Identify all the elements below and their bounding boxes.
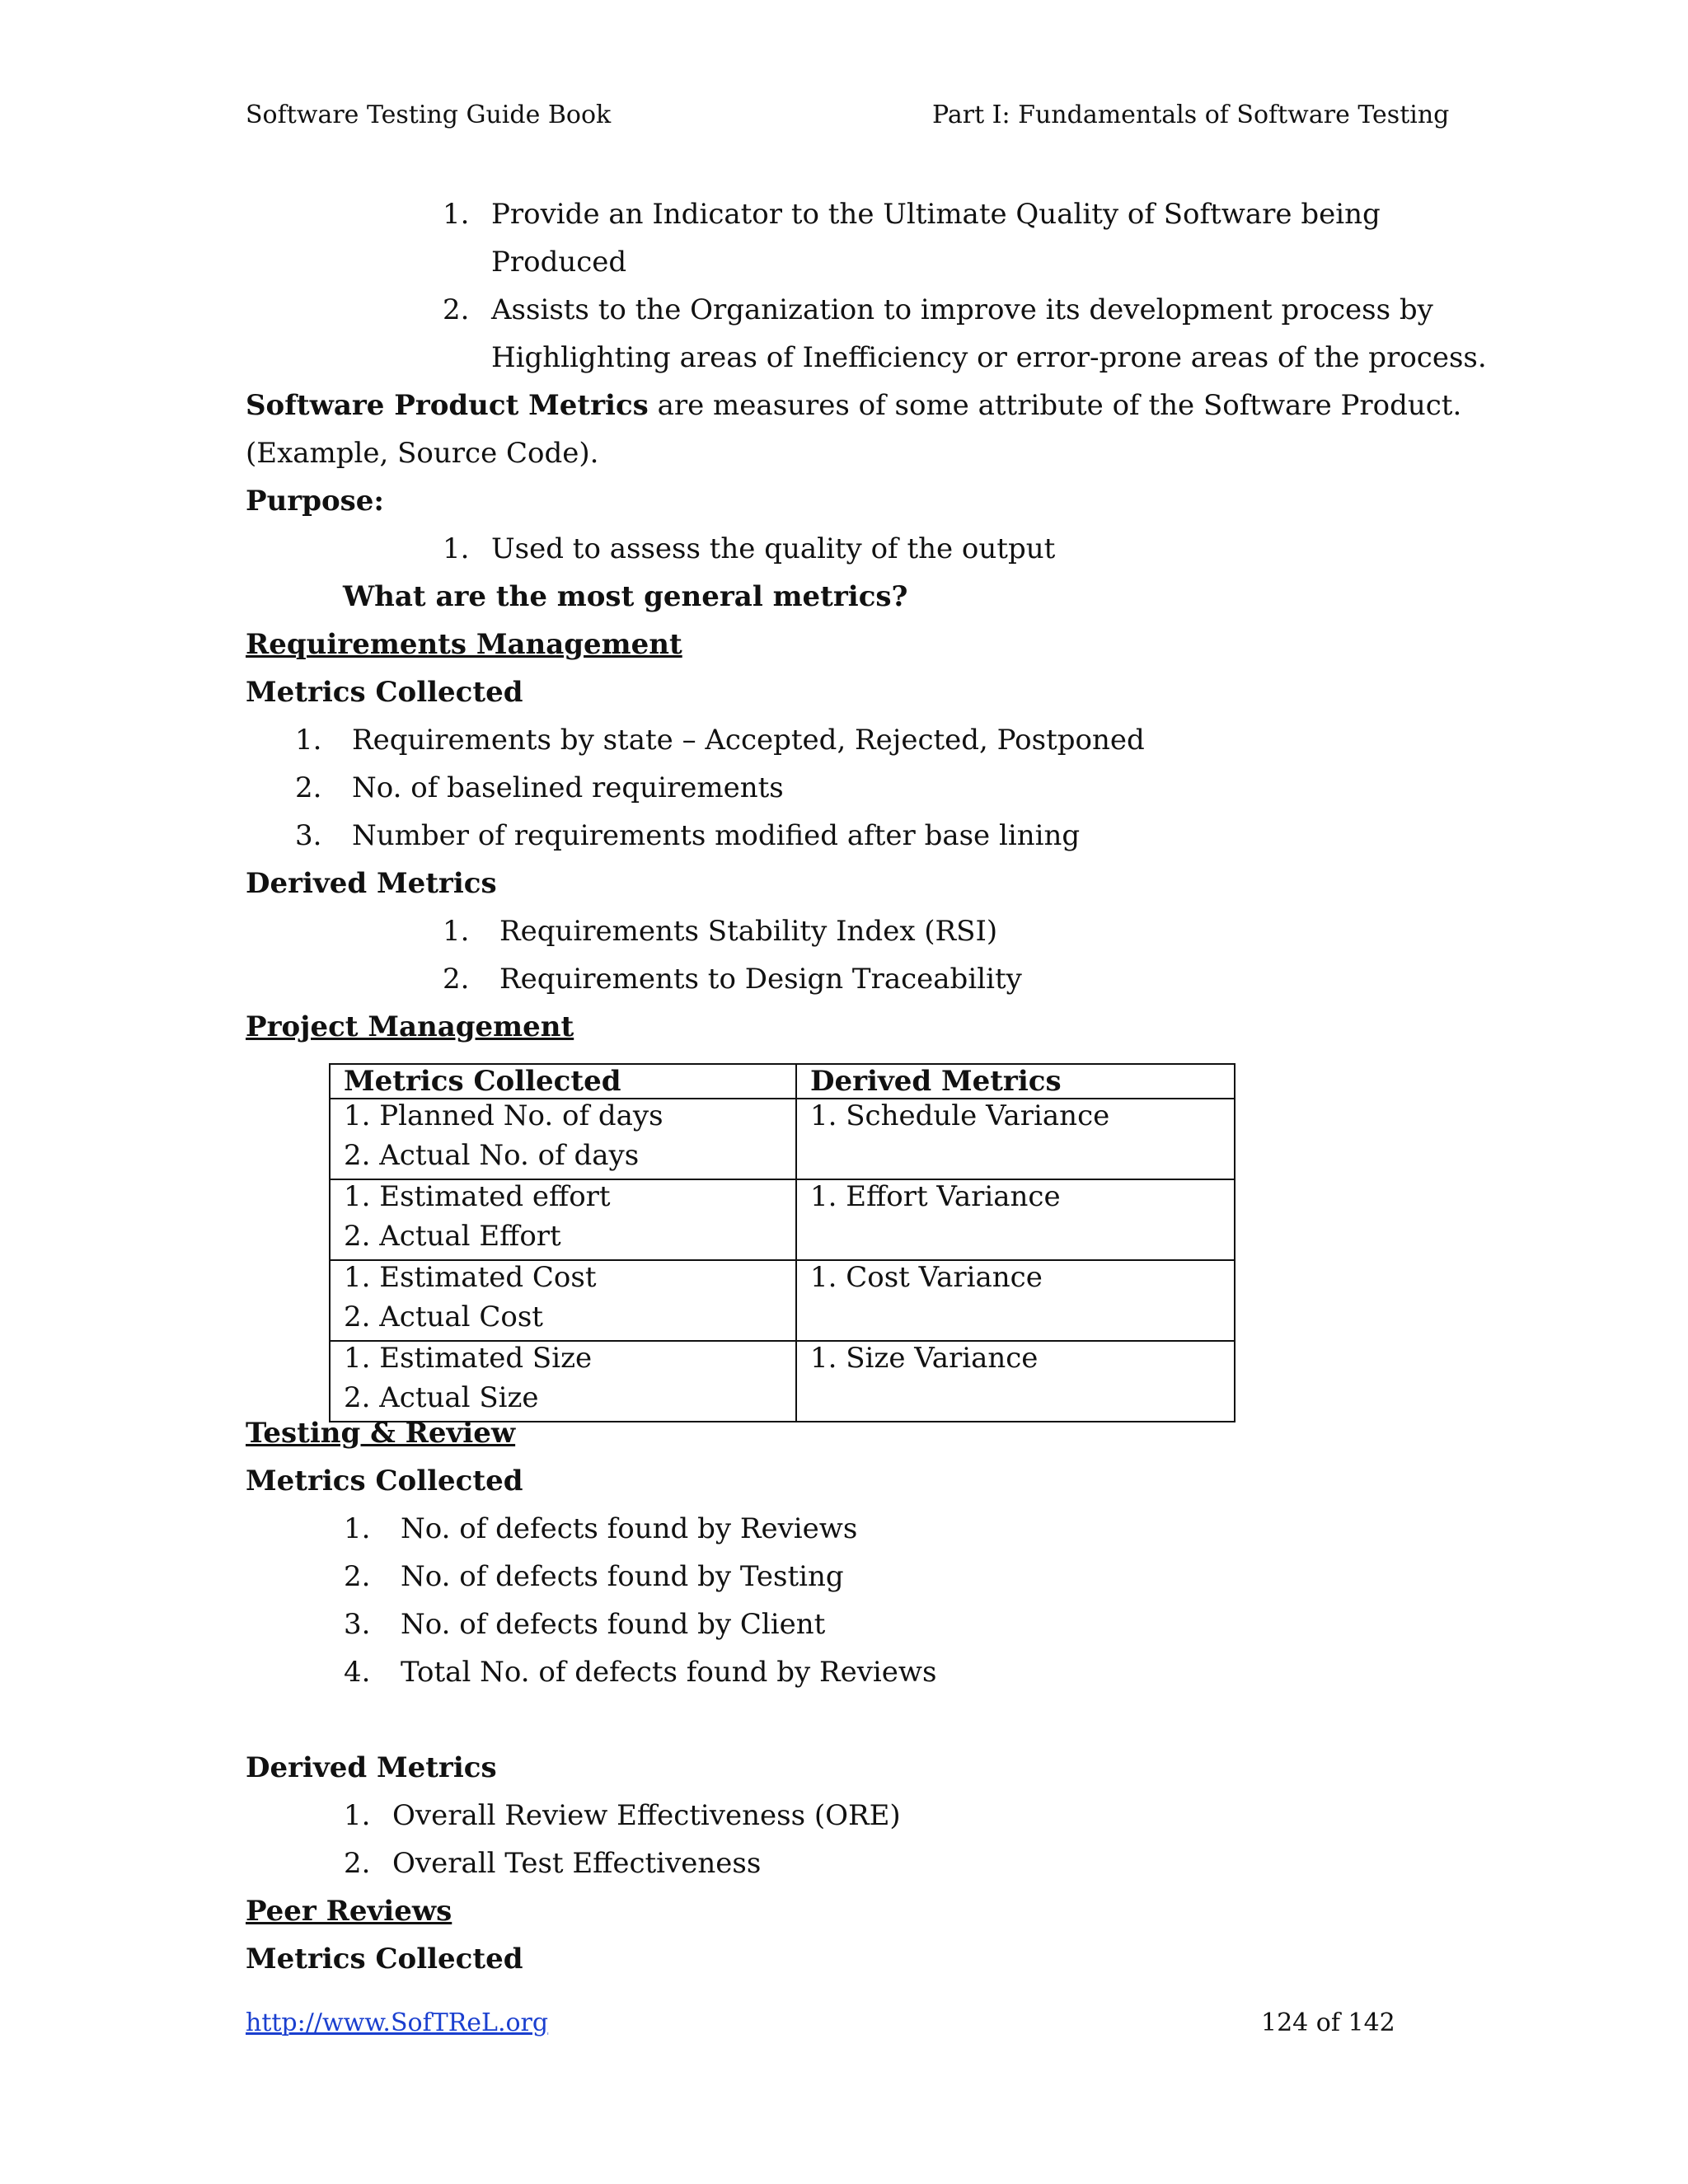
purpose-label: Purpose: [246,485,384,518]
cell-line: 1. Estimated Cost [344,1261,597,1294]
header-right: Part I: Fundamentals of Software Testing [932,101,1450,129]
list-item-number: 2. [344,1560,371,1593]
list-item: No. of defects found by Reviews [401,1512,858,1545]
peer-collected-label: Metrics Collected [246,1943,523,1975]
table-cell-derived: 1. Cost Variance [796,1260,1235,1341]
requirements-derived-label: Derived Metrics [246,867,497,900]
column-header-derived: Derived Metrics [796,1064,1235,1099]
cell-line: 1. Planned No. of days [344,1099,663,1132]
intro-item-2-line1: Assists to the Organization to improve its development process by [491,293,1433,326]
list-item-number: 2. [295,771,322,804]
table-cell-derived: 1. Schedule Variance [796,1099,1235,1179]
product-metrics-paragraph [246,382,1461,429]
cell-line: 2. Actual No. of days [344,1139,640,1172]
list-item: Requirements Stability Index (RSI) [499,915,998,948]
list-item: Overall Review Effectiveness (ORE) [392,1799,901,1832]
list-item: Requirements by state – Accepted, Rejected, Postponed [352,724,1145,757]
requirements-collected-label: Metrics Collected [246,676,523,709]
table-cell-collected [330,1099,796,1179]
list-item: Number of requirements modified after base lining [352,819,1081,852]
page-number: 124 of 142 [1261,2008,1395,2037]
list-item: No. of baselined requirements [352,771,784,804]
list-item: Overall Test Effectiveness [392,1847,762,1880]
column-header-collected: Metrics Collected [330,1064,796,1099]
cell-line: 2. Actual Effort [344,1220,561,1253]
list-item-number: 1. [295,724,322,757]
list-item-number: 3. [295,819,322,852]
intro-item-2-number: 2. [443,293,470,326]
cell-line: 2. Actual Size [344,1381,539,1414]
intro-item-2-line2: Highlighting areas of Inefficiency or error-prone areas of the process. [491,341,1487,374]
footer-link[interactable]: http://www.SofTReL.org [246,2008,549,2037]
cell-line: 2. Actual Cost [344,1301,543,1333]
table-cell-derived: 1. Effort Variance [796,1179,1235,1260]
project-heading: Project Management [246,1010,574,1043]
list-item-number: 1. [443,915,470,948]
peer-heading: Peer Reviews [246,1895,452,1928]
list-item: Requirements to Design Traceability [499,963,1022,996]
list-item: No. of defects found by Testing [401,1560,844,1593]
list-item-number: 2. [443,963,470,996]
header-left: Software Testing Guide Book [246,101,612,129]
table-header-row [330,1064,1235,1099]
product-metrics-example: (Example, Source Code). [246,437,599,470]
intro-item-1-number: 1. [443,198,470,231]
table-cell-derived: 1. Size Variance [796,1341,1235,1422]
product-metrics-term: Software Product Metrics [246,389,649,422]
intro-item-1-line1: Provide an Indicator to the Ultimate Quality of Software being [491,198,1381,231]
list-item: No. of defects found by Client [401,1608,826,1641]
testing-heading: Testing & Review [246,1417,516,1450]
intro-item-1-line2: Produced [491,246,627,279]
testing-collected-label: Metrics Collected [246,1465,523,1497]
cell-line: 1. Estimated Size [344,1342,593,1375]
general-metrics-question: What are the most general metrics? [343,580,908,613]
table-row [330,1179,1235,1260]
testing-derived-label: Derived Metrics [246,1751,497,1784]
product-metrics-definition: are measures of some attribute of the Software Product. [648,389,1462,422]
purpose-item-text: Used to assess the quality of the output [491,532,1056,565]
list-item-number: 1. [344,1799,371,1832]
list-item-number: 1. [344,1512,371,1545]
table-row [330,1260,1235,1341]
table-row [330,1099,1235,1179]
list-item-number: 3. [344,1608,371,1641]
list-item: Total No. of defects found by Reviews [401,1656,937,1689]
purpose-item-number: 1. [443,532,470,565]
cell-line: 1. Estimated effort [344,1180,611,1213]
table-cell-collected [330,1260,796,1341]
project-metrics-table [329,1063,1236,1422]
table-cell-collected [330,1179,796,1260]
list-item-number: 2. [344,1847,371,1880]
list-item-number: 4. [344,1656,371,1689]
requirements-heading: Requirements Management [246,628,682,661]
